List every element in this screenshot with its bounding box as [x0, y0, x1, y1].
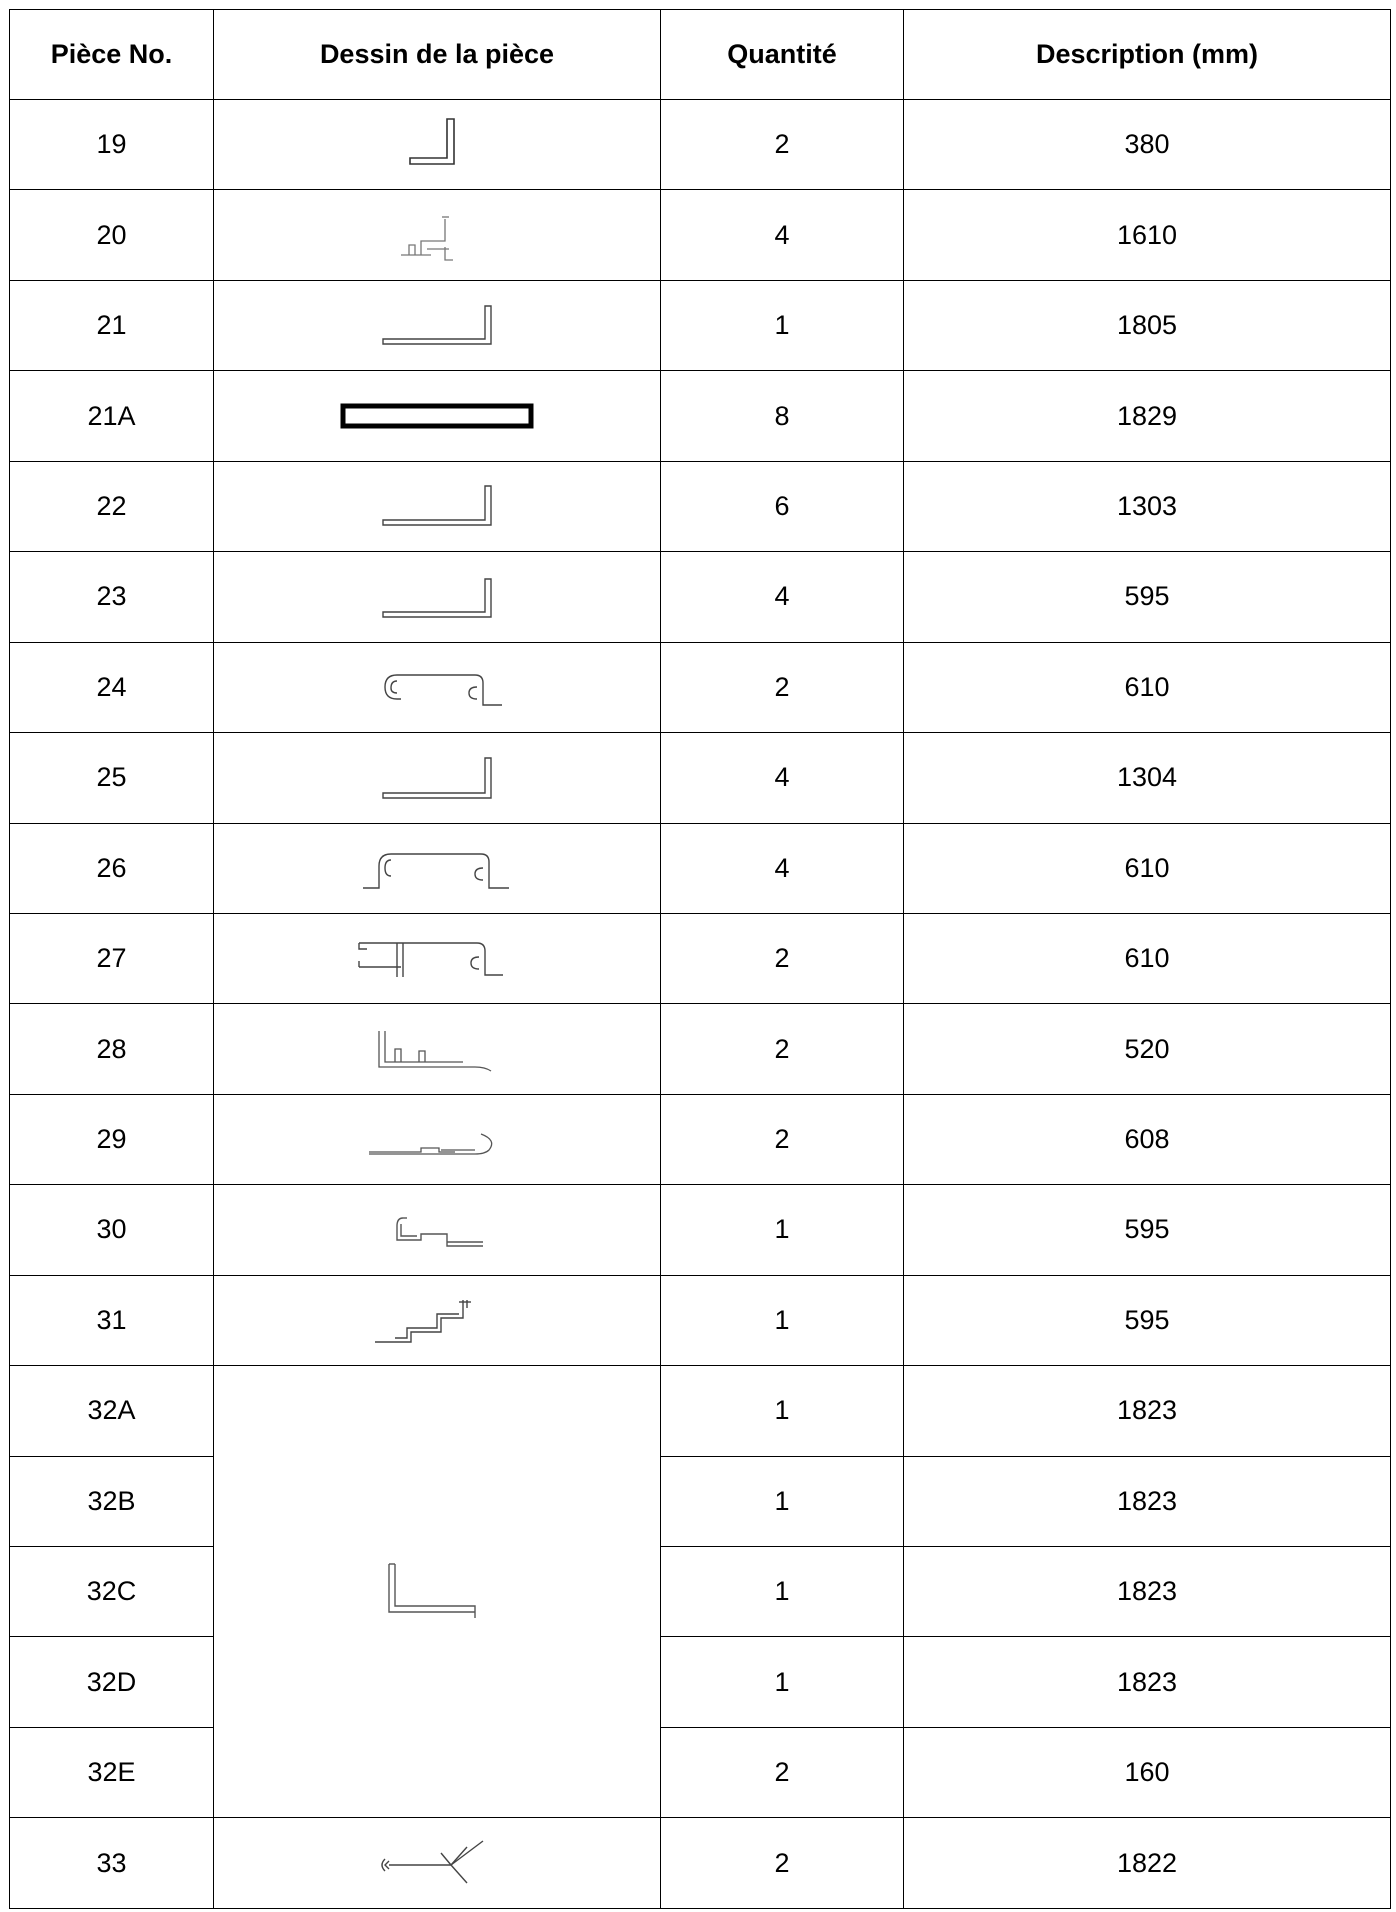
quantity: 1: [661, 1547, 904, 1637]
description: 610: [904, 913, 1391, 1003]
table-row: [10, 552, 1391, 642]
part-drawing: [214, 733, 661, 823]
description: 520: [904, 1004, 1391, 1094]
quantity: 4: [661, 552, 904, 642]
piece-number: 32C: [10, 1547, 214, 1637]
quantity: 4: [661, 733, 904, 823]
quantity: 1: [661, 280, 904, 370]
table-row: [10, 913, 1391, 1003]
table-row: [10, 100, 1391, 190]
piece-number: 23: [10, 552, 214, 642]
description: 160: [904, 1727, 1391, 1817]
table-row: [10, 1094, 1391, 1184]
piece-number: 33: [10, 1818, 214, 1909]
description: 1829: [904, 371, 1391, 461]
description: 1303: [904, 461, 1391, 551]
piece-number: 32B: [10, 1456, 214, 1546]
t-channel-profile-icon: [347, 929, 527, 989]
description: 380: [904, 100, 1391, 190]
table-row: [10, 280, 1391, 370]
quantity: 1: [661, 1185, 904, 1275]
part-drawing: [214, 1004, 661, 1094]
part-drawing: [214, 1366, 661, 1818]
part-drawing: [214, 461, 661, 551]
description: 608: [904, 1094, 1391, 1184]
curved-lip-profile-icon: [357, 1110, 517, 1170]
quantity: 8: [661, 371, 904, 461]
piece-number: 32D: [10, 1637, 214, 1727]
piece-number: 26: [10, 823, 214, 913]
long-angle-profile-icon: [367, 296, 507, 356]
part-drawing: [214, 1094, 661, 1184]
table-row: [10, 190, 1391, 280]
description: 595: [904, 1185, 1391, 1275]
header-piece-no: Pièce No.: [10, 10, 214, 100]
description: 610: [904, 823, 1391, 913]
part-drawing: [214, 1275, 661, 1365]
part-drawing: [214, 823, 661, 913]
header-row: [10, 10, 1391, 100]
quantity: 2: [661, 1818, 904, 1909]
description: 1823: [904, 1366, 1391, 1456]
header-quantity: Quantité: [661, 10, 904, 100]
piece-number: 32A: [10, 1366, 214, 1456]
table-row: [10, 823, 1391, 913]
quantity: 1: [661, 1366, 904, 1456]
rectangular-tube-icon: [337, 396, 537, 436]
quantity: 6: [661, 461, 904, 551]
description: 1823: [904, 1637, 1391, 1727]
description: 1822: [904, 1818, 1391, 1909]
table-row: [10, 371, 1391, 461]
table-row: [10, 1004, 1391, 1094]
table-row: [10, 733, 1391, 823]
piece-number: 25: [10, 733, 214, 823]
piece-number: 19: [10, 100, 214, 190]
piece-number: 22: [10, 461, 214, 551]
piece-number: 28: [10, 1004, 214, 1094]
hooked-channel-profile-icon: [357, 657, 517, 717]
part-drawing: [214, 100, 661, 190]
description: 1823: [904, 1456, 1391, 1546]
part-drawing: [214, 913, 661, 1003]
description: 1805: [904, 280, 1391, 370]
quantity: 4: [661, 823, 904, 913]
description: 595: [904, 552, 1391, 642]
piece-number: 30: [10, 1185, 214, 1275]
piece-number: 21A: [10, 371, 214, 461]
piece-number: 20: [10, 190, 214, 280]
piece-number: 31: [10, 1275, 214, 1365]
piece-number: 27: [10, 913, 214, 1003]
quantity: 2: [661, 1094, 904, 1184]
part-drawing: [214, 1185, 661, 1275]
piece-number: 32E: [10, 1727, 214, 1817]
piece-number: 24: [10, 642, 214, 732]
table-row: [10, 642, 1391, 732]
quantity: 1: [661, 1637, 904, 1727]
piece-number: 21: [10, 280, 214, 370]
parts-table: [9, 9, 1391, 1909]
quantity: 2: [661, 1727, 904, 1817]
part-drawing: [214, 1818, 661, 1909]
part-drawing: [214, 190, 661, 280]
table-row: [10, 461, 1391, 551]
piece-number: 29: [10, 1094, 214, 1184]
table-row: [10, 1818, 1391, 1909]
description: 610: [904, 642, 1391, 732]
long-angle-profile-icon: [367, 567, 507, 627]
quantity: 2: [661, 642, 904, 732]
description: 1610: [904, 190, 1391, 280]
header-description: Description (mm): [904, 10, 1391, 100]
deep-angle-profile-icon: [377, 1560, 497, 1624]
l-angle-profile-icon: [397, 115, 477, 175]
step-hook-profile-icon: [377, 1200, 497, 1260]
description: 1304: [904, 733, 1391, 823]
quantity: 2: [661, 913, 904, 1003]
quantity: 1: [661, 1275, 904, 1365]
table-row: [10, 1366, 1391, 1456]
quantity: 2: [661, 100, 904, 190]
header-drawing: Dessin de la pièce: [214, 10, 661, 100]
long-angle-profile-icon: [367, 748, 507, 808]
part-drawing: [214, 552, 661, 642]
quantity: 2: [661, 1004, 904, 1094]
stepped-clip-profile-icon: [387, 205, 487, 265]
table-row: [10, 1275, 1391, 1365]
part-drawing: [214, 371, 661, 461]
part-drawing: [214, 642, 661, 732]
branch-connector-profile-icon: [367, 1833, 507, 1893]
table-row: [10, 1185, 1391, 1275]
quantity: 1: [661, 1456, 904, 1546]
long-angle-profile-icon: [367, 476, 507, 536]
stair-step-profile-icon: [367, 1290, 507, 1350]
description: 595: [904, 1275, 1391, 1365]
quantity: 4: [661, 190, 904, 280]
hooked-channel-flanged-profile-icon: [347, 838, 527, 898]
description: 1823: [904, 1547, 1391, 1637]
slotted-sill-profile-icon: [367, 1019, 507, 1079]
part-drawing: [214, 280, 661, 370]
